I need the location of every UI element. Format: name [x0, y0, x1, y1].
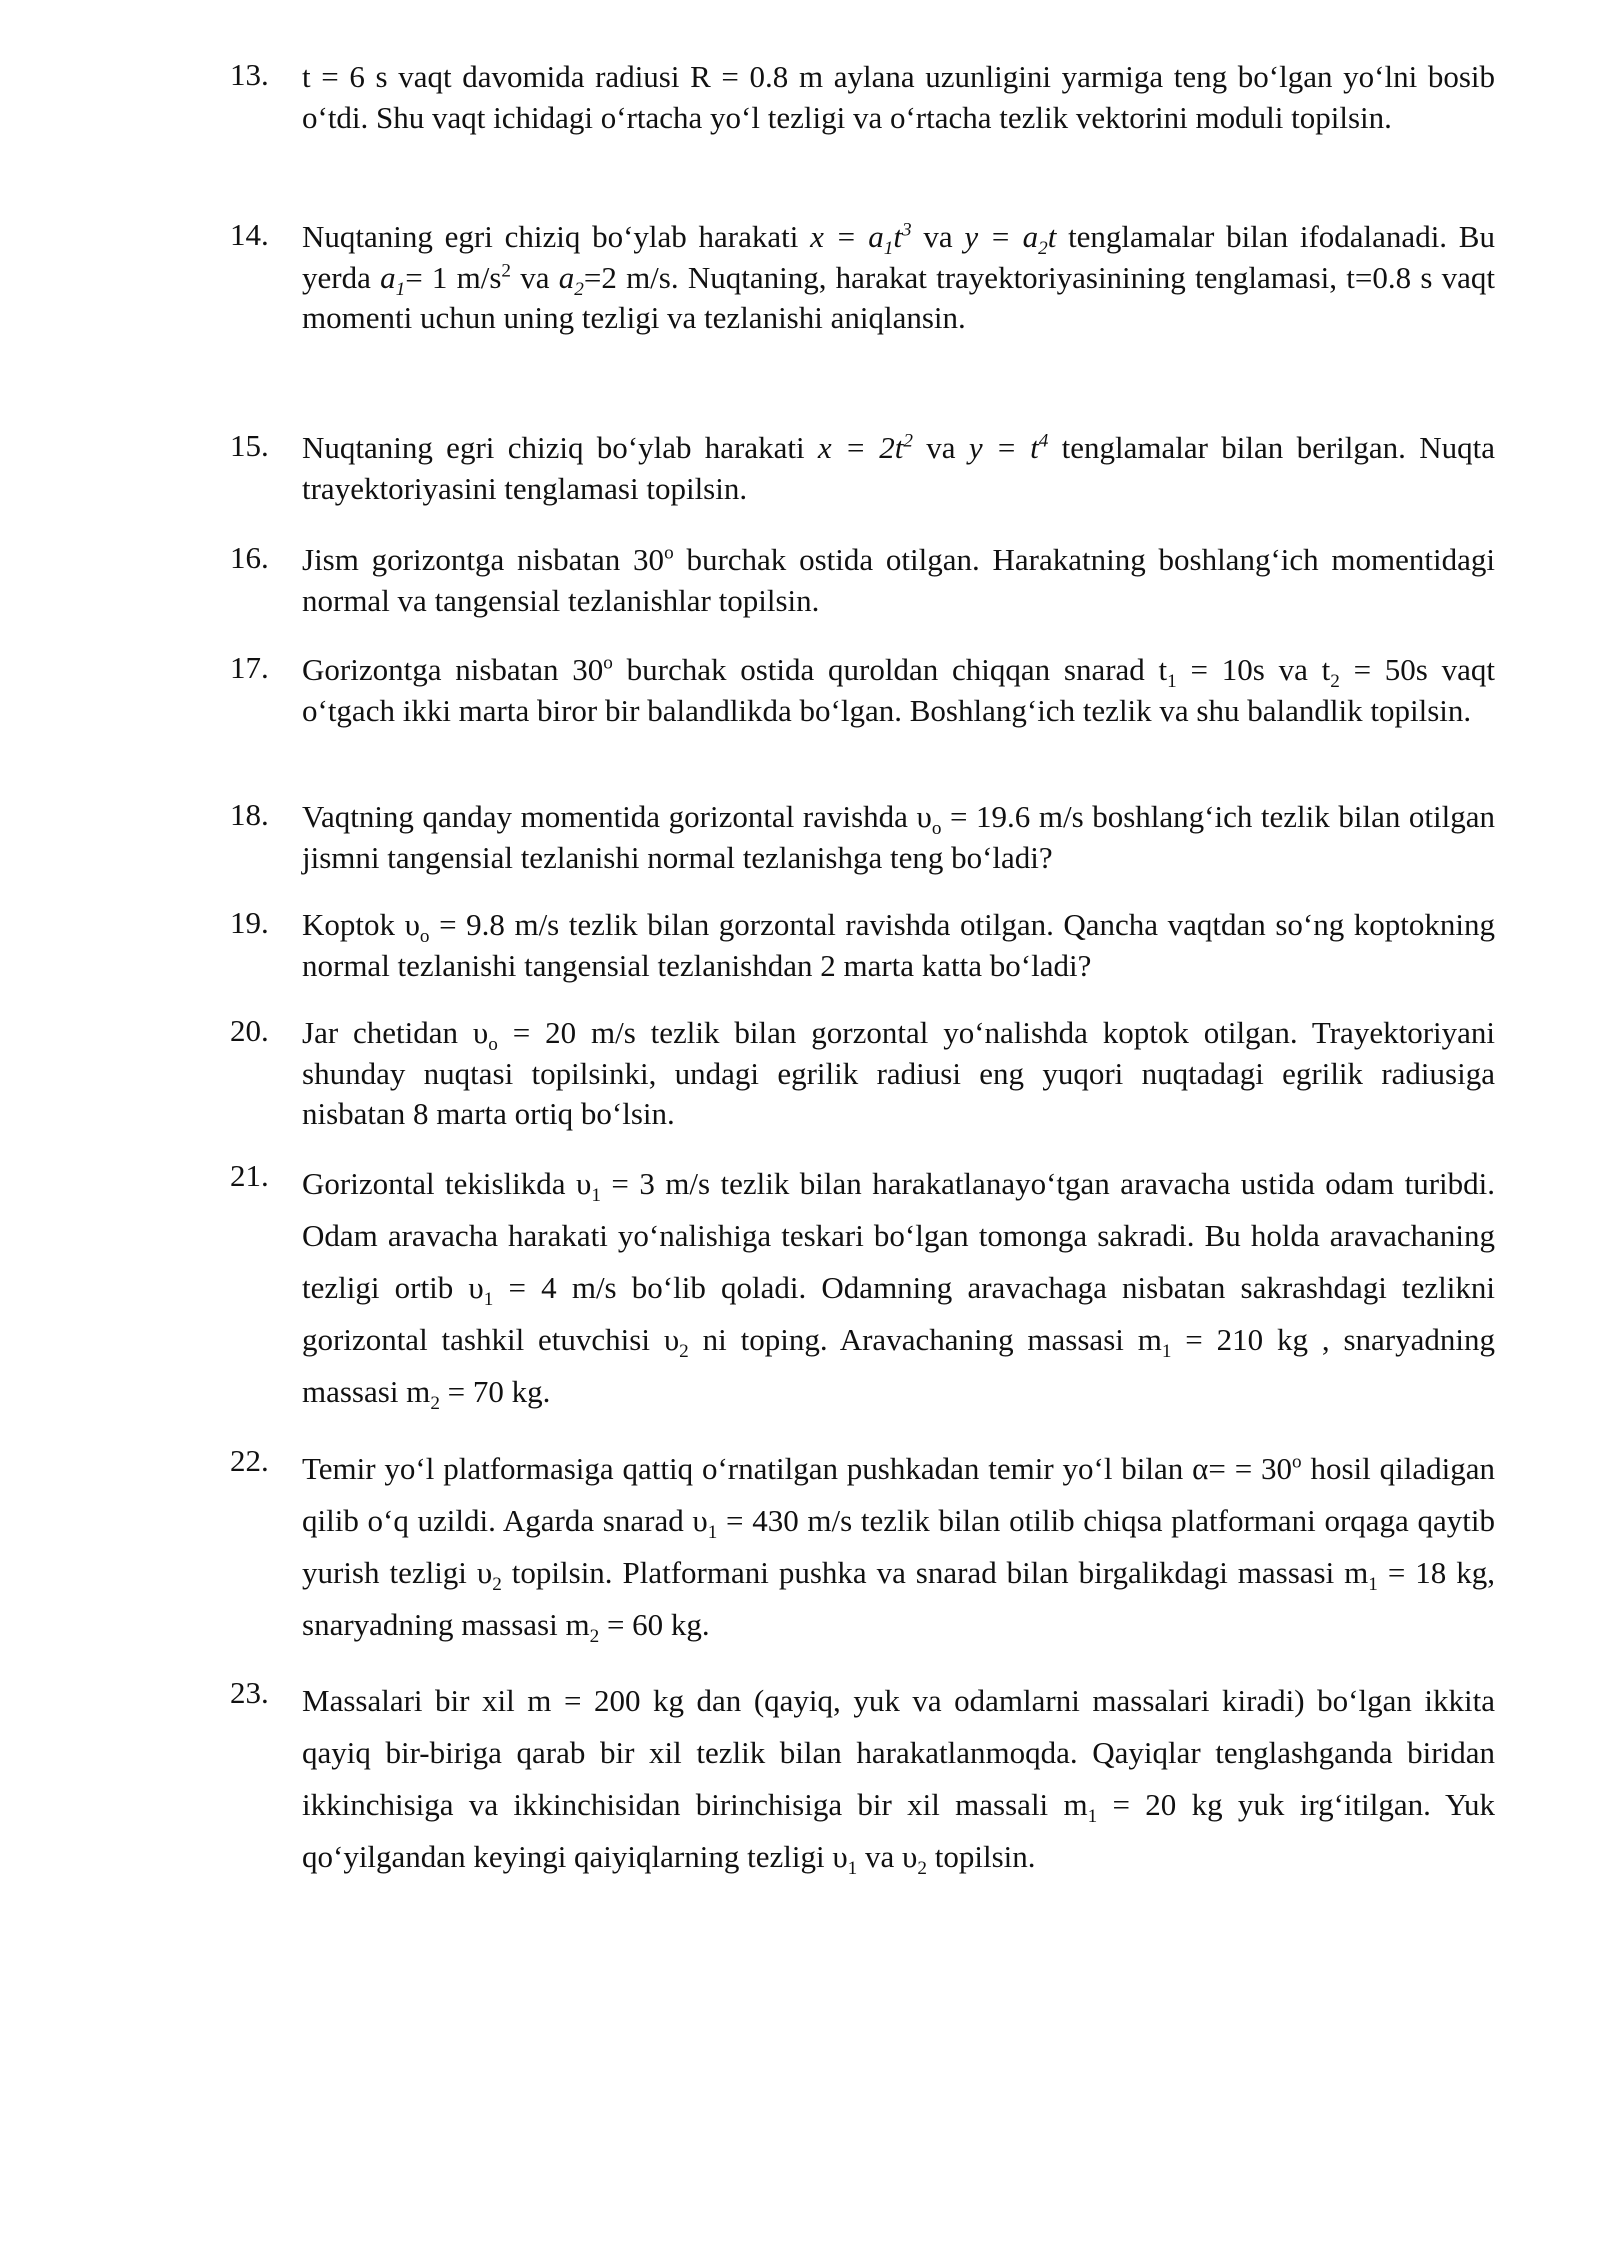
problem-number: 19.	[230, 905, 269, 940]
problem-22	[230, 1443, 1495, 1651]
problem-number: 23.	[230, 1675, 269, 1710]
problem-16	[230, 540, 1495, 621]
equation-y: $y = t^4$	[968, 430, 1049, 465]
problem-23	[230, 1675, 1495, 1883]
problem-number: 15.	[230, 428, 269, 463]
problem-18	[230, 797, 1495, 878]
problem-15	[230, 428, 1495, 509]
problem-number: 22.	[230, 1443, 269, 1478]
equation-x: $x = a_1t^3$	[810, 219, 912, 260]
problem-text: Massalari bir xil m = 200 kg dan (qayiq, yuk va odamlarni massalari kiradi) bo‘lgan ikkita qayiq bir-biriga qarab bir xil tezlik bilan harakatlanmoqda. Qayiqlar tenglashganda biridan ikkinchisiga va ikkinchisidan birinchisiga bir xil massali $m_1 = 20$ kg yuk irg‘itilgan. Yuk qo‘yilgandan keyingi qaiyiqlarning tezligi $\upsilon_1$ va $\upsilon_2$ topilsin.	[302, 1683, 1495, 1880]
problem-17	[230, 650, 1495, 731]
problem-number: 18.	[230, 797, 269, 832]
problem-number: 13.	[230, 57, 269, 92]
problem-text: Jar chetidan $\upsilon_o = 20$ m/s tezlik bilan gorzontal yo‘nalishda koptok otilgan. Trayektoriyani shunday nuqtasi topilsinki, undagi egrilik radiusi eng yuqori nuqtadagi egrilik radiusiga nisbatan 8 marta ortiq bo‘lsin.	[302, 1015, 1495, 1131]
problem-19	[230, 905, 1495, 986]
equation-y: $y = a_2t$	[964, 219, 1057, 260]
problem-number: 16.	[230, 540, 269, 575]
problem-text: Jism gorizontga nisbatan 30$^o$ burchak ostida otilgan. Harakatning boshlang‘ich momentidagi normal va tangensial tezlanishlar topilsin.	[302, 542, 1495, 618]
equation-x: $x = 2t^2$	[817, 430, 913, 465]
problem-text: Nuqtaning egri chiziq bo‘ylab harakati $x = 2t^2$ va $y = t^4$ tenglamalar bilan berilgan. Nuqta trayektoriyasini tenglamasi topilsin.	[302, 430, 1495, 506]
problem-14	[230, 217, 1495, 339]
problem-number: 14.	[230, 217, 269, 252]
problem-13	[230, 57, 1495, 138]
problem-number: 21.	[230, 1158, 269, 1193]
problem-number: 17.	[230, 650, 269, 685]
problem-text: Gorizontga nisbatan 30$^o$ burchak ostida quroldan chiqqan snarad $t_1 = 10s$ va $t_2 = 50s$ vaqt o‘tgach ikki marta biror bir balandlikda bo‘lgan. Boshlang‘ich tezlik va shu balandlik topilsin.	[302, 652, 1495, 728]
problem-21	[230, 1158, 1495, 1418]
problem-text: Koptok $\upsilon_o = 9.8$ m/s tezlik bilan gorzontal ravishda otilgan. Qancha vaqtdan so‘ng koptokning normal tezlanishi tangensial tezlanishdan 2 marta katta bo‘ladi?	[302, 907, 1495, 983]
problem-number: 20.	[230, 1013, 269, 1048]
problem-text: Nuqtaning egri chiziq bo‘ylab harakati $x = a_1t^3$ va $y = a_2t$ tenglamalar bilan ifodalanadi. Bu yerda $a_1= 1$ $m/s^2$ va $a_2=2$ m/s. Nuqtaning, harakat trayektoriyasinining tenglamasi, t=0.8 s vaqt momenti uchun uning tezligi va tezlanishi aniqlansin.	[302, 219, 1496, 335]
problem-text: Temir yo‘l platformasiga qattiq o‘rnatilgan pushkadan temir yo‘l bilan $\alpha= = 30^o$ hosil qiladigan qilib o‘q uzildi. Agarda snarad $\upsilon_1 = 430$ m/s tezlik bilan otilib chiqsa platformani orqaga qaytib yurish tezligi $\upsilon_2$ topilsin. Platformani pushka va snarad bilan birgalikdagi massasi $m_1 = 18$ kg, snaryadning massasi $m_2 = 60$ kg.	[302, 1451, 1495, 1648]
problem-text: t = 6 s vaqt davomida radiusi R = 0.8 m aylana uzunligini yarmiga teng bo‘lgan yo‘lni bosib o‘tdi. Shu vaqt ichidagi o‘rtacha yo‘l tezligi va o‘rtacha tezlik vektorini moduli topilsin.	[302, 59, 1495, 135]
problem-text: Gorizontal tekislikda $\upsilon_1 = 3$ m/s tezlik bilan harakatlanayo‘tgan aravacha ustida odam turibdi. Odam aravacha harakati yo‘nalishiga teskari bo‘lgan tomonga sakradi. Bu holda aravachaning tezligi ortib $\upsilon_1 = 4$ m/s bo‘lib qoladi. Odamning aravachaga nisbatan sakrashdagi tezlikni gorizontal tashkil etuvchisi $\upsilon_2$ ni toping. Aravachaning massasi $m_1 = 210$ kg , snaryadning massasi $m_2 = 70$ kg.	[302, 1166, 1496, 1415]
problem-text: Vaqtning qanday momentida gorizontal ravishda $\upsilon_o = 19.6$ m/s boshlang‘ich tezlik bilan otilgan jismni tangensial tezlanishi normal tezlanishga teng bo‘ladi?	[302, 799, 1495, 875]
problem-20	[230, 1013, 1495, 1135]
